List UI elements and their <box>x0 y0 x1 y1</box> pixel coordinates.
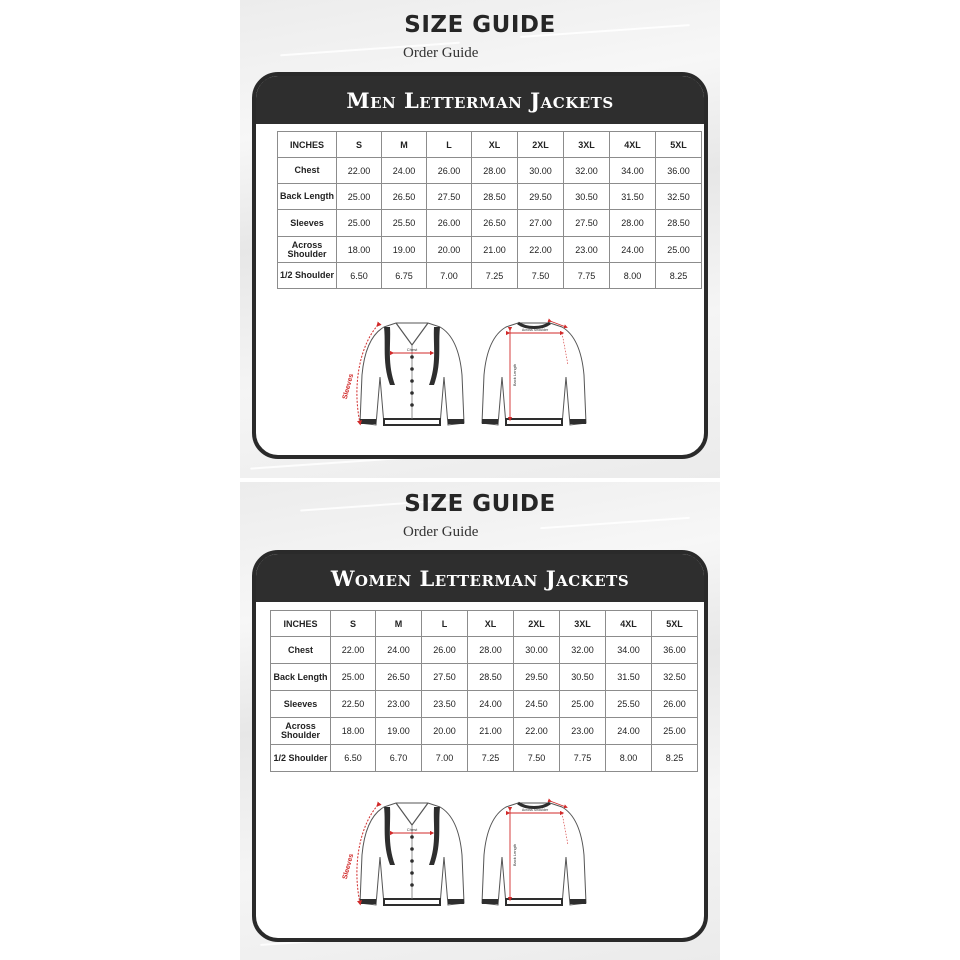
table-cell: 26.00 <box>652 691 698 718</box>
table-cell: 8.00 <box>606 745 652 772</box>
table-row <box>271 718 698 745</box>
table-cell: 32.00 <box>560 637 606 664</box>
table-cell: 25.50 <box>382 210 427 237</box>
table-cell: 24.00 <box>376 637 422 664</box>
card-title: Men Letterman Jackets <box>256 76 704 124</box>
table-cell: 7.50 <box>518 263 564 289</box>
jacket-back-left-cuff <box>482 419 498 424</box>
order-guide-subtitle: Order Guide <box>403 524 479 540</box>
table-header-size: M <box>382 132 427 158</box>
table-cell: 26.00 <box>427 210 472 237</box>
table-cell: 24.00 <box>610 237 656 263</box>
table-cell: 27.50 <box>564 210 610 237</box>
table-cell: 28.50 <box>656 210 702 237</box>
chest-label: Chest <box>406 347 418 352</box>
table-header-units: INCHES <box>278 132 337 158</box>
table-cell: 36.00 <box>652 637 698 664</box>
table-cell: 7.00 <box>427 263 472 289</box>
table-cell: 28.00 <box>610 210 656 237</box>
table-cell: 28.50 <box>468 664 514 691</box>
table-header-size: M <box>376 611 422 637</box>
jacket-front-waistband <box>384 419 440 425</box>
table-cell: 23.50 <box>422 691 468 718</box>
across-shoulder-label: Across Shoulder <box>521 328 549 332</box>
table-row <box>271 691 698 718</box>
size-guide-title: SIZE GUIDE <box>404 12 556 38</box>
size-table <box>270 610 698 772</box>
table-cell: 20.00 <box>422 718 468 745</box>
table-header-size: 2XL <box>514 611 560 637</box>
table-cell: 7.00 <box>422 745 468 772</box>
table-row <box>271 745 698 772</box>
table-cell: 31.50 <box>610 184 656 210</box>
table-cell: 34.00 <box>606 637 652 664</box>
table-row <box>278 263 702 289</box>
jacket-measurement-diagram <box>340 305 610 445</box>
table-cell: 23.00 <box>376 691 422 718</box>
table-cell: 29.50 <box>518 184 564 210</box>
table-cell: 8.25 <box>652 745 698 772</box>
table-row-label: Chest <box>271 637 331 664</box>
table-cell: 24.00 <box>382 158 427 184</box>
background-streak <box>540 517 690 529</box>
table-cell: 7.25 <box>468 745 514 772</box>
table-cell: 7.75 <box>564 263 610 289</box>
jacket-button <box>410 859 414 863</box>
jacket-front-right-cuff <box>448 899 464 904</box>
order-guide-subtitle: Order Guide <box>403 45 479 61</box>
table-cell: 6.50 <box>331 745 376 772</box>
table-cell: 6.70 <box>376 745 422 772</box>
table-row-label: Sleeves <box>278 210 337 237</box>
back-length-label: Back Length <box>512 843 517 867</box>
size-guide-panel-men <box>240 0 720 478</box>
table-cell: 29.50 <box>514 664 560 691</box>
table-cell: 31.50 <box>606 664 652 691</box>
jacket-back-waistband <box>506 899 562 905</box>
table-header-size: 5XL <box>656 132 702 158</box>
table-header-row <box>271 611 698 637</box>
table-cell: 19.00 <box>376 718 422 745</box>
table-cell: 22.00 <box>337 158 382 184</box>
jacket-front-left-cuff <box>360 419 376 424</box>
table-cell: 27.50 <box>422 664 468 691</box>
back-length-label: Back Length <box>512 363 517 387</box>
table-cell: 36.00 <box>656 158 702 184</box>
table-cell: 22.00 <box>518 237 564 263</box>
table-cell: 22.50 <box>331 691 376 718</box>
table-cell: 25.00 <box>560 691 606 718</box>
table-cell: 28.00 <box>472 158 518 184</box>
table-row <box>278 210 702 237</box>
table-row-label: Back Length <box>271 664 331 691</box>
table-header-size: XL <box>472 132 518 158</box>
size-guide-title: SIZE GUIDE <box>404 491 556 517</box>
table-row-label: 1/2 Shoulder <box>278 263 337 289</box>
chest-label: Chest <box>406 827 418 832</box>
jacket-front-right-cuff <box>448 419 464 424</box>
jacket-button <box>410 379 414 383</box>
table-cell: 21.00 <box>468 718 514 745</box>
jacket-button <box>410 403 414 407</box>
table-header-size: L <box>427 132 472 158</box>
table-cell: 26.50 <box>376 664 422 691</box>
table-cell: 32.00 <box>564 158 610 184</box>
table-cell: 30.00 <box>514 637 560 664</box>
table-row-label: Across Shoulder <box>278 237 337 263</box>
across-shoulder-label: Across Shoulder <box>521 808 549 812</box>
table-cell: 18.00 <box>337 237 382 263</box>
size-guide-panel-women <box>240 482 720 960</box>
jacket-button <box>410 871 414 875</box>
table-cell: 23.00 <box>560 718 606 745</box>
size-table <box>277 131 702 289</box>
table-header-size: 3XL <box>560 611 606 637</box>
jacket-front-waistband <box>384 899 440 905</box>
table-cell: 25.50 <box>606 691 652 718</box>
table-header-size: 5XL <box>652 611 698 637</box>
table-cell: 34.00 <box>610 158 656 184</box>
table-row <box>278 158 702 184</box>
table-cell: 25.00 <box>331 664 376 691</box>
jacket-front-left-cuff <box>360 899 376 904</box>
table-header-size: L <box>422 611 468 637</box>
table-cell: 24.00 <box>468 691 514 718</box>
table-row <box>271 637 698 664</box>
jacket-button <box>410 835 414 839</box>
sleeves-label: Sleeves <box>341 853 356 881</box>
card-title: Women Letterman Jackets <box>256 554 704 602</box>
jacket-button <box>410 883 414 887</box>
jacket-back-waistband <box>506 419 562 425</box>
table-cell: 22.00 <box>331 637 376 664</box>
table-cell: 28.50 <box>472 184 518 210</box>
table-cell: 8.25 <box>656 263 702 289</box>
table-cell: 7.75 <box>560 745 606 772</box>
jacket-button <box>410 847 414 851</box>
table-cell: 22.00 <box>514 718 560 745</box>
table-header-units: INCHES <box>271 611 331 637</box>
table-cell: 27.00 <box>518 210 564 237</box>
table-cell: 30.50 <box>560 664 606 691</box>
table-row <box>278 184 702 210</box>
table-cell: 28.00 <box>468 637 514 664</box>
table-row <box>278 237 702 263</box>
table-cell: 27.50 <box>427 184 472 210</box>
table-cell: 18.00 <box>331 718 376 745</box>
table-cell: 26.50 <box>472 210 518 237</box>
table-cell: 25.00 <box>337 184 382 210</box>
table-row-label: 1/2 Shoulder <box>271 745 331 772</box>
table-row <box>271 664 698 691</box>
jacket-back-right-cuff <box>570 419 586 424</box>
table-cell: 30.50 <box>564 184 610 210</box>
table-cell: 23.00 <box>564 237 610 263</box>
table-header-size: 3XL <box>564 132 610 158</box>
jacket-button <box>410 391 414 395</box>
table-row-label: Across Shoulder <box>271 718 331 745</box>
jacket-back-body <box>482 323 586 425</box>
table-cell: 26.50 <box>382 184 427 210</box>
table-cell: 25.00 <box>656 237 702 263</box>
table-cell: 25.00 <box>337 210 382 237</box>
table-header-size: 2XL <box>518 132 564 158</box>
table-cell: 6.50 <box>337 263 382 289</box>
table-cell: 6.75 <box>382 263 427 289</box>
jacket-measurement-diagram <box>340 785 610 925</box>
table-cell: 8.00 <box>610 263 656 289</box>
table-row-label: Chest <box>278 158 337 184</box>
jacket-button <box>410 367 414 371</box>
table-cell: 32.50 <box>652 664 698 691</box>
table-header-size: XL <box>468 611 514 637</box>
table-cell: 32.50 <box>656 184 702 210</box>
table-cell: 19.00 <box>382 237 427 263</box>
jacket-back-right-cuff <box>570 899 586 904</box>
table-cell: 24.50 <box>514 691 560 718</box>
table-header-row <box>278 132 702 158</box>
table-cell: 26.00 <box>427 158 472 184</box>
table-header-size: 4XL <box>606 611 652 637</box>
jacket-back-left-cuff <box>482 899 498 904</box>
jacket-back-body <box>482 803 586 905</box>
table-header-size: 4XL <box>610 132 656 158</box>
table-cell: 21.00 <box>472 237 518 263</box>
table-cell: 7.50 <box>514 745 560 772</box>
table-header-size: S <box>331 611 376 637</box>
sleeves-label: Sleeves <box>341 373 356 401</box>
table-cell: 26.00 <box>422 637 468 664</box>
table-header-size: S <box>337 132 382 158</box>
table-cell: 7.25 <box>472 263 518 289</box>
table-row-label: Sleeves <box>271 691 331 718</box>
table-cell: 24.00 <box>606 718 652 745</box>
jacket-button <box>410 355 414 359</box>
table-row-label: Back Length <box>278 184 337 210</box>
table-cell: 25.00 <box>652 718 698 745</box>
table-cell: 30.00 <box>518 158 564 184</box>
table-cell: 20.00 <box>427 237 472 263</box>
